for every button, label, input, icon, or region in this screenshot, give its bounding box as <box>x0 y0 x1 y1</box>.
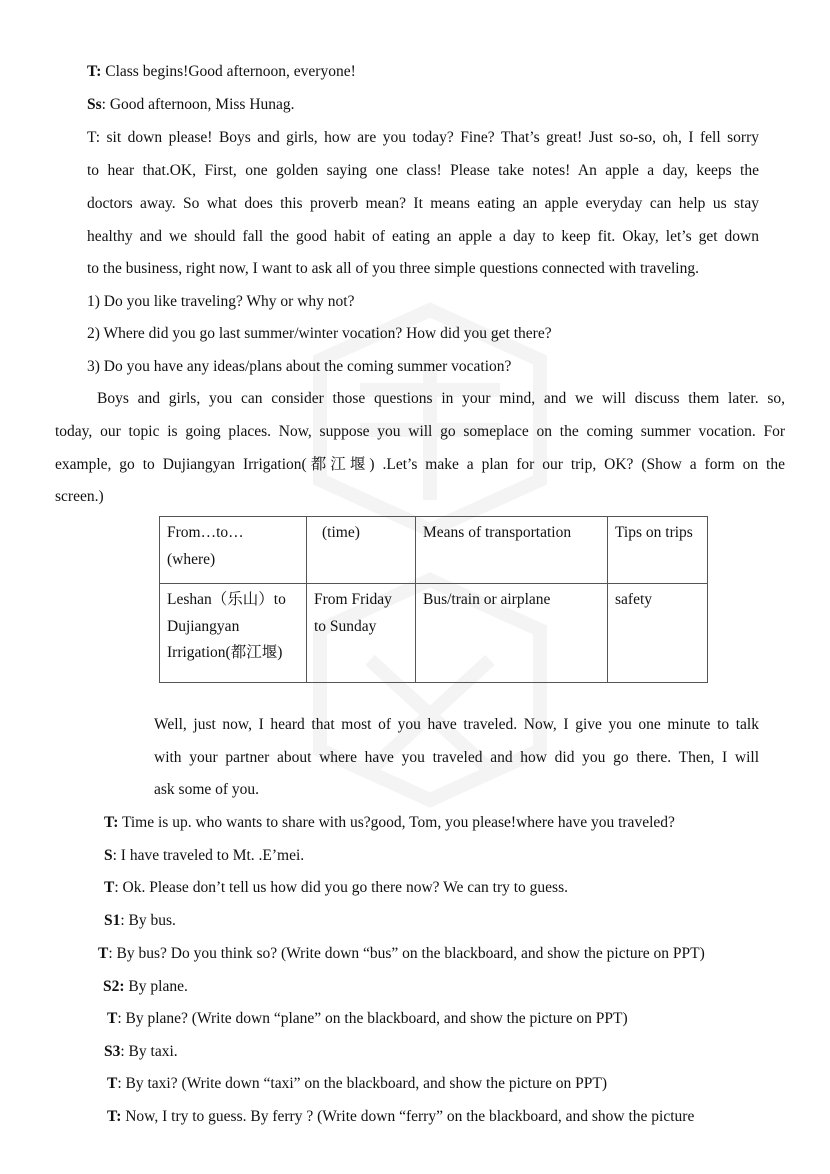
dialogue-line <box>104 911 176 931</box>
dialogue-line <box>107 1074 607 1094</box>
table-header-cell <box>160 517 307 584</box>
question-1: 1) Do you like traveling? Why or why not? <box>87 293 355 310</box>
table-cell <box>160 584 307 683</box>
speaker-label: T: <box>104 814 119 831</box>
paragraph-line: T: sit down please! Boys and girls, how are you today? Fine? That’s great! Just so-so, oh, I fell sorry <box>87 129 759 146</box>
header-means: Means of transportation <box>423 524 572 541</box>
speaker-label: S1 <box>104 912 121 929</box>
speaker-label: T <box>104 879 115 896</box>
paragraph-line: healthy and we should fall the good habit of eating an apple a day to keep fit. Okay, let’s get down <box>87 228 759 245</box>
paragraph-line: ask some of you. <box>154 781 260 798</box>
paragraph-line: Well, just now, I heard that most of you have traveled. Now, I give you one minute to talk <box>154 716 759 733</box>
table-header-cell <box>608 517 708 584</box>
speaker-label: Ss <box>87 96 102 113</box>
dialogue-text: Time is up. who wants to share with us?good, Tom, you please!where have you traveled? <box>118 814 675 831</box>
header-tips: Tips on trips <box>615 524 693 541</box>
table-header-cell <box>307 517 416 584</box>
paragraph-line: to hear that.OK, First, one golden saying one class! Please take notes! An apple a day, keeps the <box>87 162 759 179</box>
table-cell <box>608 584 708 683</box>
speaker-label: T: <box>87 63 102 80</box>
table-cell <box>307 584 416 683</box>
paragraph-line: today, our topic is going places. Now, suppose you will go someplace on the coming summer vocation. For <box>55 423 785 440</box>
speaker-label: S2: <box>103 978 125 995</box>
dialogue-line <box>104 1042 178 1062</box>
question-3: 3) Do you have any ideas/plans about the coming summer vocation? <box>87 358 512 375</box>
header-time: (time) <box>322 524 360 541</box>
dialogue-line <box>98 944 705 964</box>
table-row <box>160 584 708 683</box>
dialogue-line <box>107 1009 628 1029</box>
speaker-label: T: <box>107 1108 122 1125</box>
speaker-label: S <box>104 847 113 864</box>
dialogue-line <box>107 1107 694 1127</box>
header-from-to: From…to… <box>167 524 244 541</box>
speaker-label: T <box>98 945 109 962</box>
dialogue-text: Class begins!Good afternoon, everyone! <box>101 63 356 80</box>
trip-plan-table <box>159 516 708 683</box>
paragraph-line: Boys and girls, you can consider those questions in your mind, and we will discuss them later. so, <box>97 390 785 407</box>
dialogue-line <box>87 95 295 115</box>
dialogue-text: Now, I try to guess. By ferry ? (Write down “ferry” on the blackboard, and show the picture <box>121 1108 695 1125</box>
speaker-label: T <box>107 1075 118 1092</box>
dialogue-text: By plane. <box>124 978 188 995</box>
dialogue-text: : By plane? (Write down “plane” on the blackboard, and show the picture on PPT) <box>117 1010 628 1027</box>
paragraph-line: screen.) <box>55 488 104 505</box>
header-where: (where) <box>167 550 216 568</box>
dialogue-text: : By bus. <box>120 912 176 929</box>
speaker-label: S3 <box>104 1043 121 1060</box>
dialogue-line <box>87 62 356 82</box>
dialogue-text: : By bus? Do you think so? (Write down “bus” on the blackboard, and show the picture on PPT) <box>108 945 705 962</box>
paragraph-line: to the business, right now, I want to ask all of you three simple questions connected with traveling. <box>87 260 699 277</box>
cell-where-line: Irrigation(都江堰) <box>167 644 283 661</box>
cell-means: Bus/train or airplane <box>423 591 551 608</box>
table-header-row <box>160 517 708 584</box>
question-2: 2) Where did you go last summer/winter vocation? How did you get there? <box>87 325 552 342</box>
dialogue-text: : By taxi? (Write down “taxi” on the blackboard, and show the picture on PPT) <box>117 1075 607 1092</box>
cell-time-line: to Sunday <box>314 617 377 635</box>
dialogue-text: : Ok. Please don’t tell us how did you go there now? We can try to guess. <box>114 879 568 896</box>
cell-time-line: From Friday <box>314 591 392 608</box>
cell-where-line: Dujiangyan <box>167 617 240 635</box>
speaker-label: T <box>107 1010 118 1027</box>
dialogue-line <box>104 846 304 866</box>
dialogue-text: : I have traveled to Mt. .E’mei. <box>112 847 305 864</box>
paragraph-line: with your partner about where have you traveled and how did you go there. Then, I will <box>154 749 759 766</box>
dialogue-line <box>104 813 675 833</box>
cell-where-line: Leshan（乐山）to <box>167 591 286 608</box>
dialogue-text: : By taxi. <box>120 1043 178 1060</box>
dialogue-line <box>103 977 188 997</box>
table-cell <box>416 584 608 683</box>
table-header-cell <box>416 517 608 584</box>
paragraph-line: example, go to Dujiangyan Irrigation(都江堰) .Let’s make a plan for our trip, OK? (Show a form on the <box>55 456 785 473</box>
dialogue-text: : Good afternoon, Miss Hunag. <box>101 96 295 113</box>
paragraph-line: doctors away. So what does this proverb mean? It means eating an apple everyday can help us stay <box>87 195 759 212</box>
dialogue-line <box>104 878 568 898</box>
cell-tips: safety <box>615 591 653 608</box>
